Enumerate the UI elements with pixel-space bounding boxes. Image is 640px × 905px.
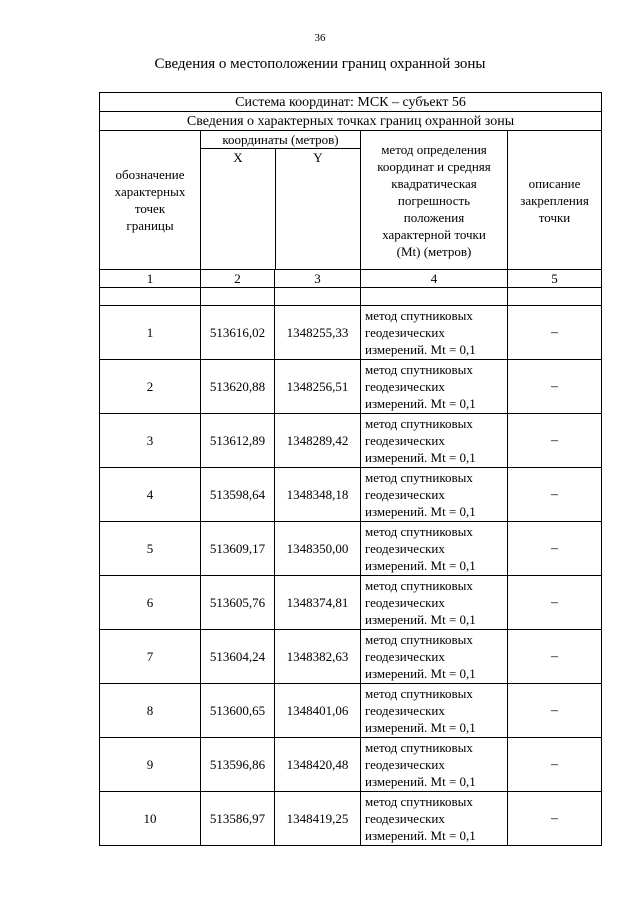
header-line: характерных: [114, 184, 186, 199]
table-row: [100, 414, 602, 468]
x-coordinate-cell: 513616,02: [201, 306, 275, 360]
y-coordinate-cell: 1348255,33: [275, 306, 361, 360]
header-line: обозначение: [115, 167, 185, 182]
header-line: описание: [528, 175, 581, 191]
point-id-cell: 10: [100, 792, 201, 846]
point-id-cell: 9: [100, 738, 201, 792]
header-line: (Mt) (метров): [396, 243, 472, 259]
method-line: метод спутниковых: [365, 740, 473, 755]
table-row: [100, 738, 602, 792]
x-coordinate-cell: 513604,24: [201, 630, 275, 684]
header-line: погрешность: [397, 192, 471, 208]
method-line: геодезических: [365, 541, 445, 556]
method-line: геодезических: [365, 649, 445, 664]
y-coordinate-cell: 1348420,48: [275, 738, 361, 792]
y-coordinate-cell: 1348350,00: [275, 522, 361, 576]
x-coordinate-cell: 513586,97: [201, 792, 275, 846]
point-id-cell: 1: [100, 306, 201, 360]
point-id-cell: 3: [100, 414, 201, 468]
x-coordinate-cell: 513609,17: [201, 522, 275, 576]
description-cell: –: [508, 360, 602, 414]
y-coordinate-cell: 1348401,06: [275, 684, 361, 738]
description-cell: –: [508, 576, 602, 630]
x-coordinate-cell: 513600,65: [201, 684, 275, 738]
method-line: измерений. Mt = 0,1: [365, 450, 476, 465]
x-coordinate-cell: 513620,88: [201, 360, 275, 414]
description-cell: –: [508, 738, 602, 792]
header-line: закрепления: [520, 192, 589, 208]
method-line: метод спутниковых: [365, 632, 473, 647]
point-id-cell: 2: [100, 360, 201, 414]
table-row: [100, 522, 602, 576]
table-row: [100, 468, 602, 522]
column-number: 1: [100, 270, 201, 288]
method-line: измерений. Mt = 0,1: [365, 396, 476, 411]
y-coordinate-cell: 1348256,51: [275, 360, 361, 414]
method-line: метод спутниковых: [365, 578, 473, 593]
y-coordinate-cell: 1348289,42: [275, 414, 361, 468]
point-id-cell: 6: [100, 576, 201, 630]
x-coordinate-cell: 513596,86: [201, 738, 275, 792]
method-cell: [361, 360, 508, 414]
method-line: метод спутниковых: [365, 308, 473, 323]
header-line: координат и средняя: [377, 158, 491, 174]
header-line: характерной точки: [382, 226, 486, 242]
header-line: точки: [538, 209, 571, 225]
method-line: метод спутниковых: [365, 470, 473, 485]
y-coordinate-cell: 1348348,18: [275, 468, 361, 522]
description-cell: –: [508, 630, 602, 684]
method-line: измерений. Mt = 0,1: [365, 504, 476, 519]
x-coordinate-cell: 513598,64: [201, 468, 275, 522]
method-line: измерений. Mt = 0,1: [365, 774, 476, 789]
column-number: 5: [508, 270, 602, 288]
method-line: геодезических: [365, 325, 445, 340]
method-cell: [361, 522, 508, 576]
method-line: геодезических: [365, 811, 445, 826]
table-row: [100, 792, 602, 846]
y-coordinate-cell: 1348374,81: [275, 576, 361, 630]
header-line: метод определения: [381, 141, 487, 157]
column-number: 4: [361, 270, 508, 288]
method-cell: [361, 414, 508, 468]
y-coordinate-cell: 1348419,25: [275, 792, 361, 846]
method-line: геодезических: [365, 487, 445, 502]
page-number: 36: [314, 32, 326, 44]
header-line: точек: [134, 201, 166, 216]
method-line: геодезических: [365, 703, 445, 718]
method-line: геодезических: [365, 379, 445, 394]
spacer-row: [100, 288, 602, 306]
method-line: геодезических: [365, 595, 445, 610]
header-description: [508, 131, 602, 270]
header-x: X: [201, 149, 276, 269]
description-cell: –: [508, 414, 602, 468]
table-row: [100, 360, 602, 414]
x-coordinate-cell: 513605,76: [201, 576, 275, 630]
header-line: положения: [403, 209, 465, 225]
method-cell: [361, 738, 508, 792]
method-line: геодезических: [365, 757, 445, 772]
header-method: [361, 131, 508, 270]
table-row: [100, 684, 602, 738]
method-cell: [361, 576, 508, 630]
method-line: метод спутниковых: [365, 362, 473, 377]
method-line: метод спутниковых: [365, 686, 473, 701]
method-cell: [361, 630, 508, 684]
description-cell: –: [508, 522, 602, 576]
table-row: [100, 306, 602, 360]
method-cell: [361, 306, 508, 360]
description-cell: –: [508, 468, 602, 522]
method-cell: [361, 468, 508, 522]
section-title-cell: Сведения о характерных точках границ охранной зоны: [100, 112, 602, 131]
table-row: [100, 576, 602, 630]
method-line: метод спутниковых: [365, 524, 473, 539]
method-line: измерений. Mt = 0,1: [365, 558, 476, 573]
point-id-cell: 4: [100, 468, 201, 522]
method-line: измерений. Mt = 0,1: [365, 342, 476, 357]
description-cell: –: [508, 306, 602, 360]
method-cell: [361, 792, 508, 846]
y-coordinate-cell: 1348382,63: [275, 630, 361, 684]
point-id-cell: 5: [100, 522, 201, 576]
method-cell: [361, 684, 508, 738]
header-coordinates-label: координаты (метров): [201, 131, 360, 149]
description-cell: –: [508, 792, 602, 846]
table-row: [100, 630, 602, 684]
method-line: измерений. Mt = 0,1: [365, 828, 476, 843]
point-id-cell: 7: [100, 630, 201, 684]
column-numbers-row: [100, 270, 602, 288]
description-cell: –: [508, 684, 602, 738]
header-y: Y: [313, 150, 323, 165]
method-line: измерений. Mt = 0,1: [365, 666, 476, 681]
method-line: метод спутниковых: [365, 416, 473, 431]
header-line: квадратическая: [391, 175, 477, 191]
header-coordinates: [201, 131, 361, 270]
point-id-cell: 8: [100, 684, 201, 738]
header-line: границы: [126, 218, 174, 233]
method-line: метод спутниковых: [365, 794, 473, 809]
document-title: Сведения о местоположении границ охранной зоны: [154, 56, 486, 72]
column-number: 2: [201, 270, 275, 288]
coordinate-system-cell: Система координат: МСК – субъект 56: [100, 93, 602, 112]
method-line: измерений. Mt = 0,1: [365, 720, 476, 735]
header-point-designation: [100, 131, 201, 270]
x-coordinate-cell: 513612,89: [201, 414, 275, 468]
boundary-points-table: [99, 92, 602, 846]
column-number: 3: [275, 270, 361, 288]
method-line: измерений. Mt = 0,1: [365, 612, 476, 627]
method-line: геодезических: [365, 433, 445, 448]
